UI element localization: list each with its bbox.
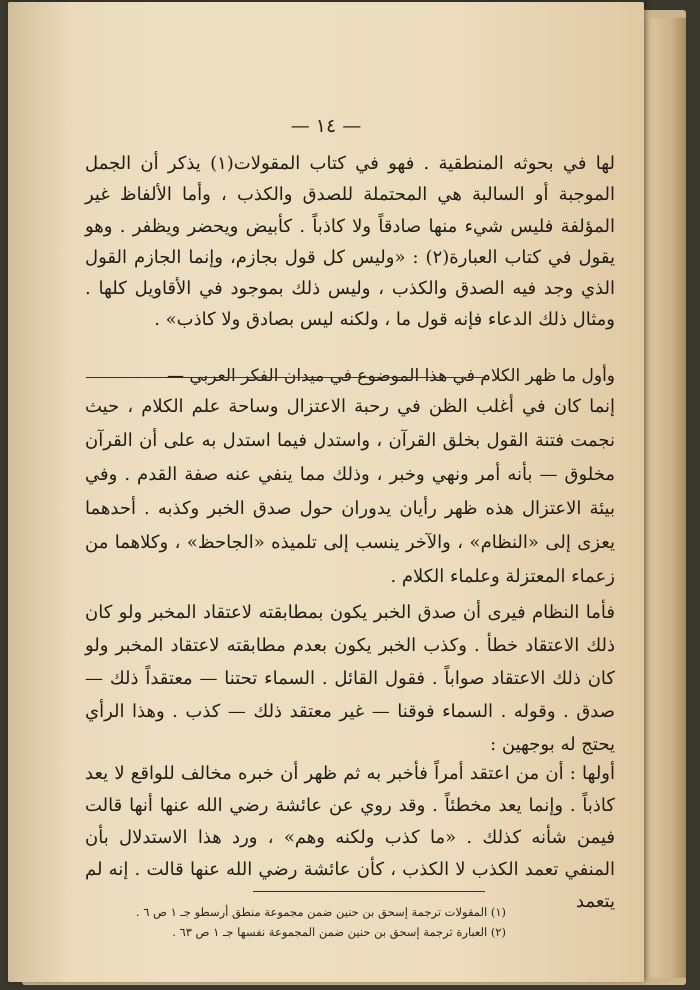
- paragraph-1: لها في بحوثه المنطقية . فهو في كتاب المقولات(١) يذكر أن الجمل الموجبة أو السالبة هي المحتملة للصدق والكذب ، وأما الألفاظ غير المؤلفة فليس شيء منها صادقاً ولا كاذباً . كأبيض ويحضر ويظفر . وهو يقول في كتاب العبارة(٢) : «وليس كل قول بجازم، وإنما الجازم القول الذي وجد فيه الصدق والكذب ، وليس ذلك بموجود في الأقاويل كلها . ومثال ذلك الدعاء فإنه قول ما ، ولكنه ليس بصادق ولا كاذب» .: [85, 153, 616, 331]
- book-page: [8, 2, 644, 982]
- paragraph-2: إنما كان في أغلب الظن في رحبة الاعتزال وساحة علم الكلام ، حيث نجمت فتنة القول بخلق القرآن ، واستدل فيما استدل به على أن القرآن مخلوق — بأنه أمر ونهي وخبر ، وذلك مما ينفي عنه صفة القدم . وفي بيئة الاعتزال هذه ظهر رأيان يدوران حول صدق الخبر وكذبه . أحدهما يعزى إلى «النظام» ، والآخر ينسب إلى تلميذه «الجاحظ» ، وكلاهما من زعماء المعتزلة وعلماء الكلام .: [85, 396, 615, 587]
- footnote-divider: [253, 891, 485, 892]
- paragraph-3: فأما النظام فيرى أن صدق الخبر يكون بمطابقته لاعتقاد المخبر ولو كان ذلك الاعتقاد خطأ . وكذب الخبر يكون بعدم مطابقته لاعتقاد المخبر ولو كان ذلك الاعتقاد صواباً . فقول القائل . السماء تحتنا — معتقداً ذلك — صدق . وقوله . السماء فوقنا — غير معتقد ذلك — كذب . وهذا الرأي يحتج له بوجهين :: [85, 602, 615, 755]
- paragraph-4: أولها : أن من اعتقد أمراً فأخبر به ثم ظهر أن خبره مخالف للواقع لا يعد كاذباً . وإنما يعد مخطئاً . وقد روي عن عائشة رضي الله عنها أنها قالت فيمن شأنه كذلك . «ما كذب ولكنه وهم» ، ورد هذا الاستدلال بأن المنفي تعمد الكذب لا الكذب ، كأن عائشة رضي الله عنها قالت . إنه لم يتعمد: [85, 763, 615, 912]
- section-heading: وأول ما ظهر الكلام في هذا الموضوع في ميدان الفكر العربي —: [166, 366, 615, 386]
- footnote-2: (٢) العبارة ترجمة إسحق بن حنين ضمن المجموعة نفسها جـ ١ ص ٦٣ .: [172, 925, 506, 939]
- footnotes: [118, 902, 506, 942]
- section-divider: [86, 377, 484, 378]
- footnote-1: (١) المقولات ترجمة إسحق بن حنين ضمن مجموعة منطق أرسطو جـ ١ ص ٦ .: [135, 905, 506, 919]
- page-number: — ١٤ —: [290, 115, 362, 137]
- page-shadow: [8, 2, 68, 982]
